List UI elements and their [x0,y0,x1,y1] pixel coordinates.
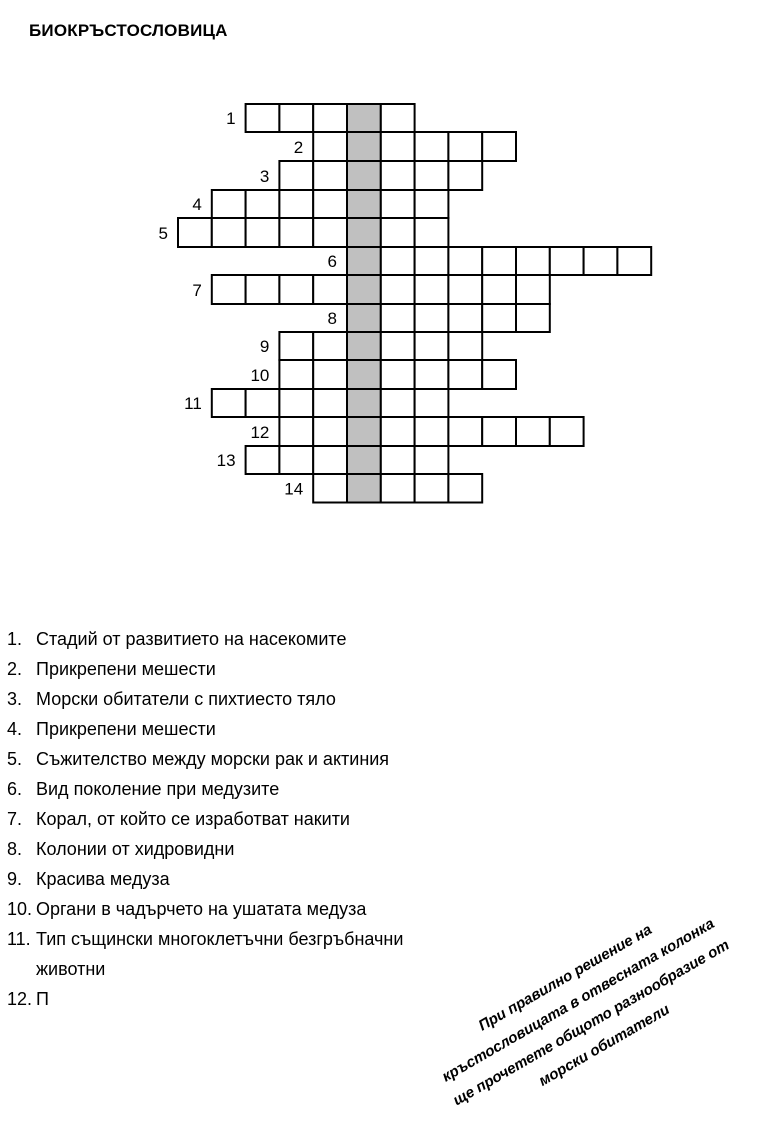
solution-cell[interactable] [347,104,381,132]
crossword-row [217,446,449,474]
answer-cell[interactable] [381,332,415,360]
answer-cell[interactable] [279,389,313,417]
clue-number: 6. [7,779,23,799]
solution-cell[interactable] [347,161,381,190]
answer-cell[interactable] [313,332,347,360]
crossword-row [184,389,448,417]
answer-cell[interactable] [313,360,347,389]
answer-cell[interactable] [448,132,482,161]
answer-cell[interactable] [381,161,415,190]
crossword-row [250,360,516,389]
answer-cell[interactable] [212,389,246,417]
answer-cell[interactable] [415,446,449,474]
answer-cell[interactable] [448,474,482,503]
clue-list [7,624,427,1014]
clue-number: 4. [7,719,23,739]
solution-cell[interactable] [347,190,381,218]
row-number-label: 8 [327,309,337,328]
crossword-row [284,474,482,503]
answer-cell[interactable] [279,275,313,304]
answer-cell[interactable] [448,332,482,360]
answer-cell[interactable] [246,389,280,417]
clue-item [7,804,427,834]
solution-cell[interactable] [347,389,381,417]
clue-item [7,924,427,984]
answer-cell[interactable] [448,247,482,275]
answer-cell[interactable] [448,417,482,446]
answer-cell[interactable] [246,218,280,247]
answer-cell[interactable] [279,332,313,360]
row-number-label: 9 [259,337,270,356]
row-number-label: 10 [250,366,270,385]
answer-cell[interactable] [415,332,449,360]
answer-cell[interactable] [381,247,415,275]
clue-number: 8. [7,839,23,859]
clue-item [7,864,427,894]
answer-cell[interactable] [448,161,482,190]
answer-cell[interactable] [415,218,449,247]
answer-cell[interactable] [415,132,449,161]
clue-text: П [36,989,49,1009]
solution-cell[interactable] [347,247,381,275]
answer-cell[interactable] [279,417,313,446]
answer-cell[interactable] [381,389,415,417]
answer-cell[interactable] [617,247,651,275]
answer-cell[interactable] [415,474,449,503]
answer-cell[interactable] [415,360,449,389]
crossword-row [260,332,482,360]
answer-cell[interactable] [415,389,449,417]
clue-number: 9. [7,869,23,889]
answer-cell[interactable] [279,446,313,474]
answer-cell[interactable] [381,190,415,218]
answer-cell[interactable] [313,218,347,247]
clue-text: Корал, от който се изработват накити [36,809,350,829]
answer-cell[interactable] [279,360,313,389]
clue-item [7,894,427,924]
answer-cell[interactable] [381,304,415,332]
answer-cell[interactable] [482,360,516,389]
answer-cell[interactable] [584,247,618,275]
answer-cell[interactable] [516,275,550,304]
row-number-label: 12 [250,423,270,442]
answer-cell[interactable] [279,218,313,247]
answer-cell[interactable] [448,275,482,304]
answer-cell[interactable] [381,417,415,446]
answer-cell[interactable] [279,190,313,218]
answer-cell[interactable] [415,417,449,446]
answer-cell[interactable] [448,360,482,389]
row-number-label: 2 [293,138,304,157]
row-number-label: 14 [284,479,304,499]
solution-cell[interactable] [347,446,381,474]
clue-item [7,984,427,1014]
answer-cell[interactable] [313,132,347,161]
answer-cell[interactable] [381,360,415,389]
crossword-row [260,161,482,190]
crossword-row [294,132,516,161]
row-number-label: 13 [216,451,236,470]
answer-cell[interactable] [516,247,550,275]
answer-cell[interactable] [482,247,516,275]
clue-text: Стадий от развитието на насекомите [36,629,347,649]
clue-number: 3. [7,689,23,709]
clue-text: Вид поколение при медузите [36,779,280,799]
solution-cell[interactable] [347,417,381,446]
clue-item [7,834,427,864]
crossword-row [328,304,550,332]
answer-cell[interactable] [212,275,246,304]
solution-cell[interactable] [347,474,381,503]
clue-number: 11. [7,929,31,949]
clue-text: Тип същински многоклетъчни безгръбначни животни [36,929,404,979]
answer-cell[interactable] [415,304,449,332]
answer-cell[interactable] [381,104,415,132]
solution-hint-text: При правилно решение на кръстословицата в отвесната колонка ще прочетете общото разнообразие от морски обитатели [439,915,733,1110]
crossword-row [192,275,549,304]
clue-item [7,774,427,804]
clue-number: 12. [7,989,33,1009]
answer-cell[interactable] [178,218,212,247]
answer-cell[interactable] [516,304,550,332]
row-number-label: 11 [184,394,202,413]
crossword-row [250,417,583,446]
answer-cell[interactable] [313,275,347,304]
answer-cell[interactable] [212,218,246,247]
answer-cell[interactable] [415,275,449,304]
answer-cell[interactable] [381,132,415,161]
answer-cell[interactable] [212,190,246,218]
clue-text: Прикрепени мешести [36,719,216,739]
row-number-label: 7 [192,281,202,300]
answer-cell[interactable] [313,446,347,474]
solution-cell[interactable] [347,360,381,389]
row-number-label: 1 [226,109,236,128]
answer-cell[interactable] [381,275,415,304]
solution-cell[interactable] [347,275,381,304]
answer-cell[interactable] [381,474,415,503]
answer-cell[interactable] [381,218,415,247]
clue-text: Органи в чадърчето на ушатата медуза [36,899,367,919]
answer-cell[interactable] [550,247,584,275]
answer-cell[interactable] [313,389,347,417]
solution-cell[interactable] [347,132,381,161]
answer-cell[interactable] [246,446,280,474]
clue-number: 2. [7,659,23,679]
clue-text: Колонии от хидровидни [36,839,235,859]
answer-cell[interactable] [516,417,550,446]
answer-cell[interactable] [246,275,280,304]
clue-text: Прикрепени мешести [36,659,216,679]
answer-cell[interactable] [448,304,482,332]
solution-cell[interactable] [347,218,381,247]
crossword-row [192,190,448,218]
clue-item [7,714,427,744]
clue-text: Красива медуза [36,869,170,889]
answer-cell[interactable] [482,275,516,304]
answer-cell[interactable] [482,132,516,161]
worksheet-title: БИОКРЪСТОСЛОВИЦА [29,21,228,40]
row-number-label: 3 [259,167,270,186]
row-number-label: 6 [327,252,337,271]
clue-item [7,684,427,714]
crossword-row [328,247,652,275]
answer-cell[interactable] [313,190,347,218]
crossword-row [226,104,414,132]
row-number-label: 4 [192,195,202,214]
clue-text: Съжителство между морски рак и актиния [36,749,390,769]
clue-number: 5. [7,749,23,769]
answer-cell[interactable] [313,161,347,190]
clue-number: 7. [7,809,23,829]
clue-number: 10. [7,899,33,919]
answer-cell[interactable] [279,161,313,190]
answer-cell[interactable] [415,247,449,275]
clue-item [7,654,427,684]
answer-cell[interactable] [279,104,313,132]
answer-cell[interactable] [482,417,516,446]
solution-cell[interactable] [347,304,381,332]
answer-cell[interactable] [313,417,347,446]
clue-item [7,744,427,774]
answer-cell[interactable] [381,446,415,474]
answer-cell[interactable] [313,474,347,503]
solution-cell[interactable] [347,332,381,360]
crossword-row [159,218,449,247]
crossword-grid [0,0,768,560]
answer-cell[interactable] [313,104,347,132]
clue-item [7,624,427,654]
row-number-label: 5 [158,224,168,243]
answer-cell[interactable] [482,304,516,332]
answer-cell[interactable] [550,417,584,446]
clue-text: Морски обитатели с пихтиесто тяло [36,689,336,709]
answer-cell[interactable] [415,190,449,218]
answer-cell[interactable] [246,104,280,132]
answer-cell[interactable] [415,161,449,190]
answer-cell[interactable] [246,190,280,218]
clue-number: 1. [7,629,23,649]
